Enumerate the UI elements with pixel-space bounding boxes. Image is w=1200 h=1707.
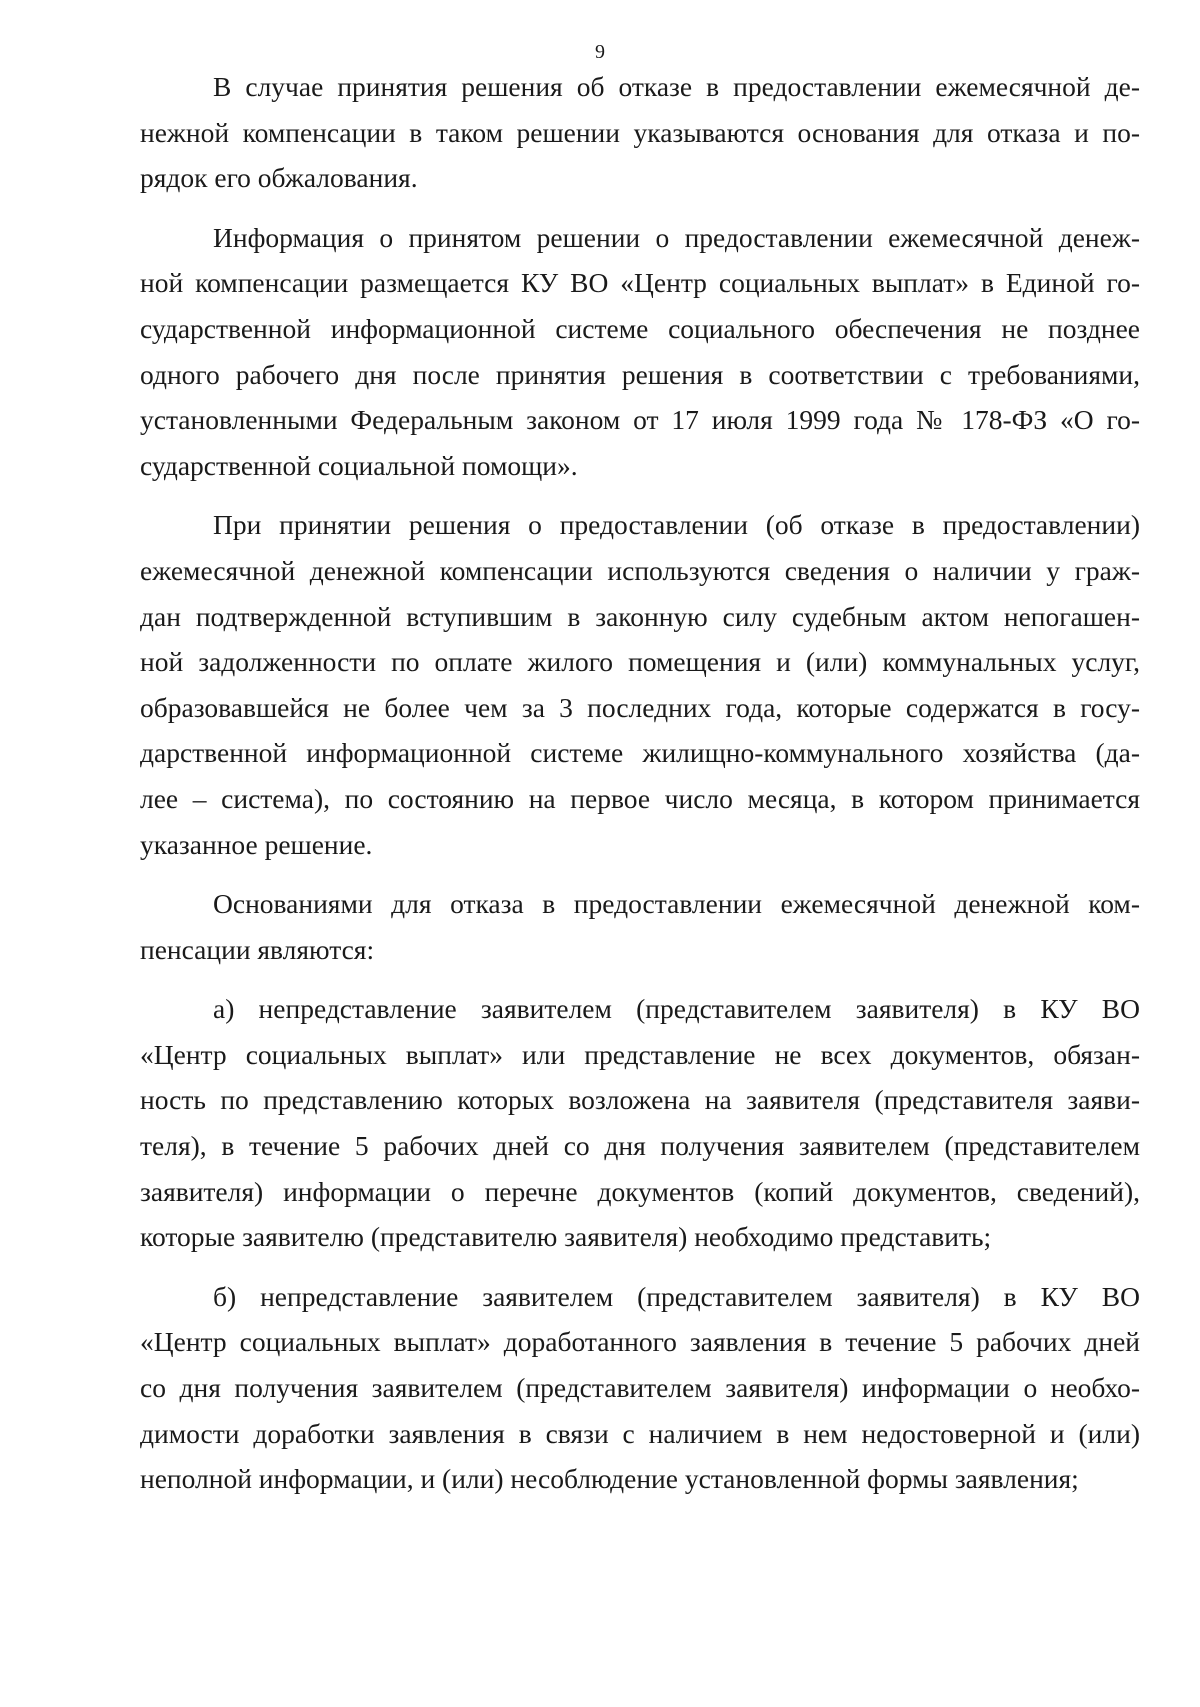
text-line: нежной компенсации в таком решении указываются основания для отказа и по- — [140, 116, 1140, 148]
text-line: ность по представлению которых возложена на заявителя (представителя заяви- — [140, 1084, 1140, 1116]
text-line: а) непредставление заявителем (представителем заявителя) в КУ ВО — [213, 993, 1140, 1025]
text-line: «Центр социальных выплат» или представление не всех документов, обязан- — [140, 1038, 1140, 1070]
text-line: дан подтвержденной вступившим в законную силу судебным актом непогашен- — [140, 600, 1140, 632]
text-line: В случае принятия решения об отказе в предоставлении ежемесячной де- — [213, 71, 1140, 102]
document-body — [140, 64, 1140, 1502]
text-line: ной задолженности по оплате жилого помещения и (или) коммунальных услуг, — [140, 646, 1140, 678]
text-line: сударственной социальной помощи». — [140, 449, 578, 481]
text-line: образовавшейся не более чем за 3 последних года, которые содержатся в госу- — [140, 691, 1140, 723]
text-line: со дня получения заявителем (представителем заявителя) информации о необхо- — [140, 1372, 1140, 1404]
page-number: 9 — [595, 41, 605, 63]
text-line: заявителя) информации о перечне документов (копий документов, сведений), — [140, 1175, 1140, 1207]
text-line: ной компенсации размещается КУ ВО «Центр социальных выплат» в Единой го- — [140, 267, 1140, 299]
text-line: лее – система), по состоянию на первое число месяца, в котором принимается — [140, 782, 1140, 814]
text-line: неполной информации, и (или) несоблюдение установленной формы заявления; — [140, 1463, 1079, 1495]
text-line: указанное решение. — [140, 828, 373, 860]
paragraph-information-posting — [140, 215, 1140, 489]
text-line: ежемесячной денежной компенсации используются сведения о наличии у граж- — [140, 554, 1140, 586]
text-line: пенсации являются: — [140, 933, 375, 965]
list-item-a — [140, 986, 1140, 1260]
paragraph-debt-information — [140, 502, 1140, 867]
text-line: При принятии решения о предоставлении (об отказе в предоставлении) — [213, 509, 1140, 541]
list-item-b — [140, 1274, 1140, 1502]
paragraph-refusal-decision — [140, 64, 1140, 201]
text-line: сударственной информационной системе социального обеспечения не позднее — [140, 312, 1140, 344]
text-line: «Центр социальных выплат» доработанного заявления в течение 5 рабочих дней — [140, 1326, 1140, 1358]
text-line: теля), в течение 5 рабочих дней со дня получения заявителем (представителем — [140, 1130, 1140, 1162]
text-line: димости доработки заявления в связи с наличием в нем недостоверной и (или) — [140, 1417, 1140, 1449]
text-line: Основаниями для отказа в предоставлении ежемесячной денежной ком- — [213, 888, 1140, 920]
paragraph-refusal-grounds — [140, 881, 1140, 972]
text-line: рядок его обжалования. — [140, 162, 418, 194]
text-line: которые заявителю (представителю заявителя) необходимо представить; — [140, 1221, 992, 1253]
text-line: б) непредставление заявителем (представителем заявителя) в КУ ВО — [213, 1280, 1140, 1312]
text-line: одного рабочего дня после принятия решения в соответствии с требованиями, — [140, 358, 1140, 390]
text-line: дарственной информационной системе жилищно-коммунального хозяйства (да- — [140, 737, 1140, 769]
text-line: Информация о принятом решении о предоставлении ежемесячной денеж- — [213, 221, 1140, 253]
text-line: установленными Федеральным законом от 17 июля 1999 года № 178-ФЗ «О го- — [140, 404, 1140, 436]
